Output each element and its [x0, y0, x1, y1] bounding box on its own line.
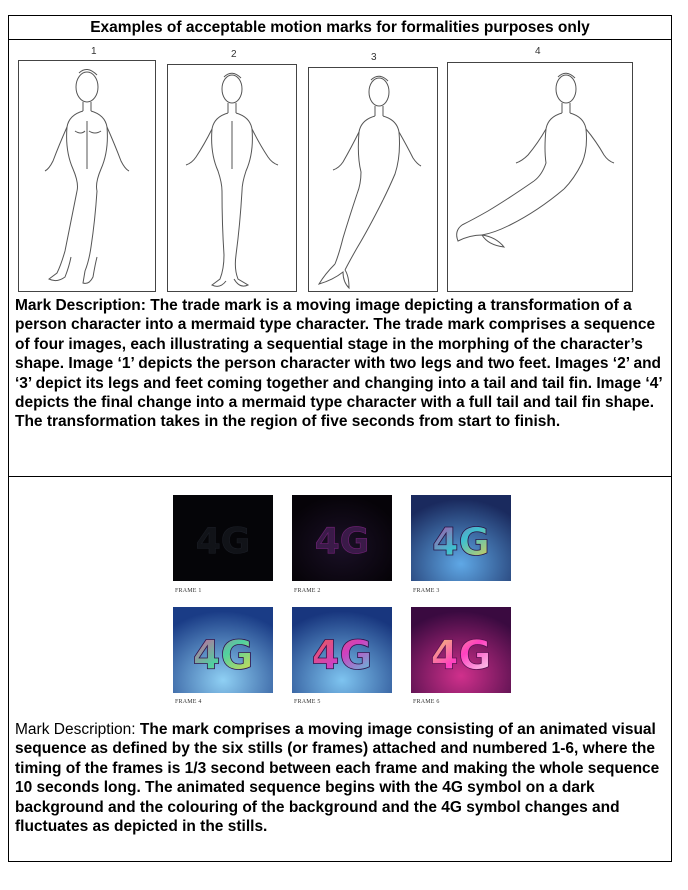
- still-frame-2: [292, 495, 392, 581]
- still-caption-2: FRAME 2: [294, 588, 321, 594]
- mermaid-frame-2: [167, 64, 297, 292]
- description-body: The mark comprises a moving image consisting of an animated visual sequence as defined by the six stills (or frames) attached and numbered 1-6, where the timing of the frames is 1/3 second between each frame and making the whole sequence 10 seconds long. The animated sequence begins with the 4G symbol on a dark background and the colouring of the background and the 4G symbol changes and fluctuates as depicted in the stills.: [15, 721, 660, 836]
- 4g-mark-description: [15, 720, 667, 836]
- still-caption-1: FRAME 1: [175, 588, 202, 594]
- table-title: Examples of acceptable motion marks for formalities purposes only: [9, 16, 671, 40]
- person-figure-illustration: [19, 61, 155, 291]
- formalities-table: [8, 15, 672, 862]
- frame-number-3: 3: [371, 52, 377, 63]
- 4g-symbol: 4G: [432, 520, 490, 564]
- still-caption-3: FRAME 3: [413, 588, 440, 594]
- mermaid-frames: [15, 46, 667, 294]
- still-frame-6: [411, 607, 511, 693]
- mermaid-frame-3: [308, 67, 438, 292]
- legs-joining-illustration: [168, 65, 296, 291]
- 4g-symbol: 4G: [195, 521, 251, 562]
- mermaid-figure-illustration: [448, 63, 632, 291]
- frame-number-4: 4: [535, 46, 541, 57]
- still-caption-6: FRAME 6: [413, 699, 440, 705]
- tail-forming-illustration: [309, 68, 437, 291]
- still-caption-4: FRAME 4: [175, 699, 202, 705]
- 4g-symbol: 4G: [314, 521, 370, 562]
- example-4g-row: [9, 477, 671, 861]
- still-caption-5: FRAME 5: [294, 699, 321, 705]
- still-frame-3: [411, 495, 511, 581]
- description-label: Mark Description:: [15, 721, 140, 738]
- still-frame-1: [173, 495, 273, 581]
- frame-number-2: 2: [231, 49, 237, 60]
- 4g-symbol: 4G: [430, 633, 492, 679]
- 4g-symbol: 4G: [311, 633, 373, 679]
- mermaid-mark-description: Mark Description: The trade mark is a moving image depicting a transformation of a person character into a mermaid type character. The trade mark comprises a sequence of four images, each illustrating a sequential stage in the morphing of the character’s shape. Image ‘1’ depicts the person character with two legs and two feet. Images ‘2’ and ‘3’ depict its legs and feet coming together and changing into a tail and tail fin. Image ‘4’ depicts the final change into a mermaid type character with a full tail and tail fin shape. The transformation takes in the region of five seconds from start to finish.: [15, 297, 662, 431]
- frame-number-1: 1: [91, 46, 97, 57]
- mermaid-frame-4: [447, 62, 633, 292]
- example-mermaid-row: [9, 40, 671, 477]
- mermaid-frame-1: [18, 60, 156, 292]
- 4g-symbol: 4G: [192, 633, 254, 679]
- still-frame-5: [292, 607, 392, 693]
- still-frame-4: [173, 607, 273, 693]
